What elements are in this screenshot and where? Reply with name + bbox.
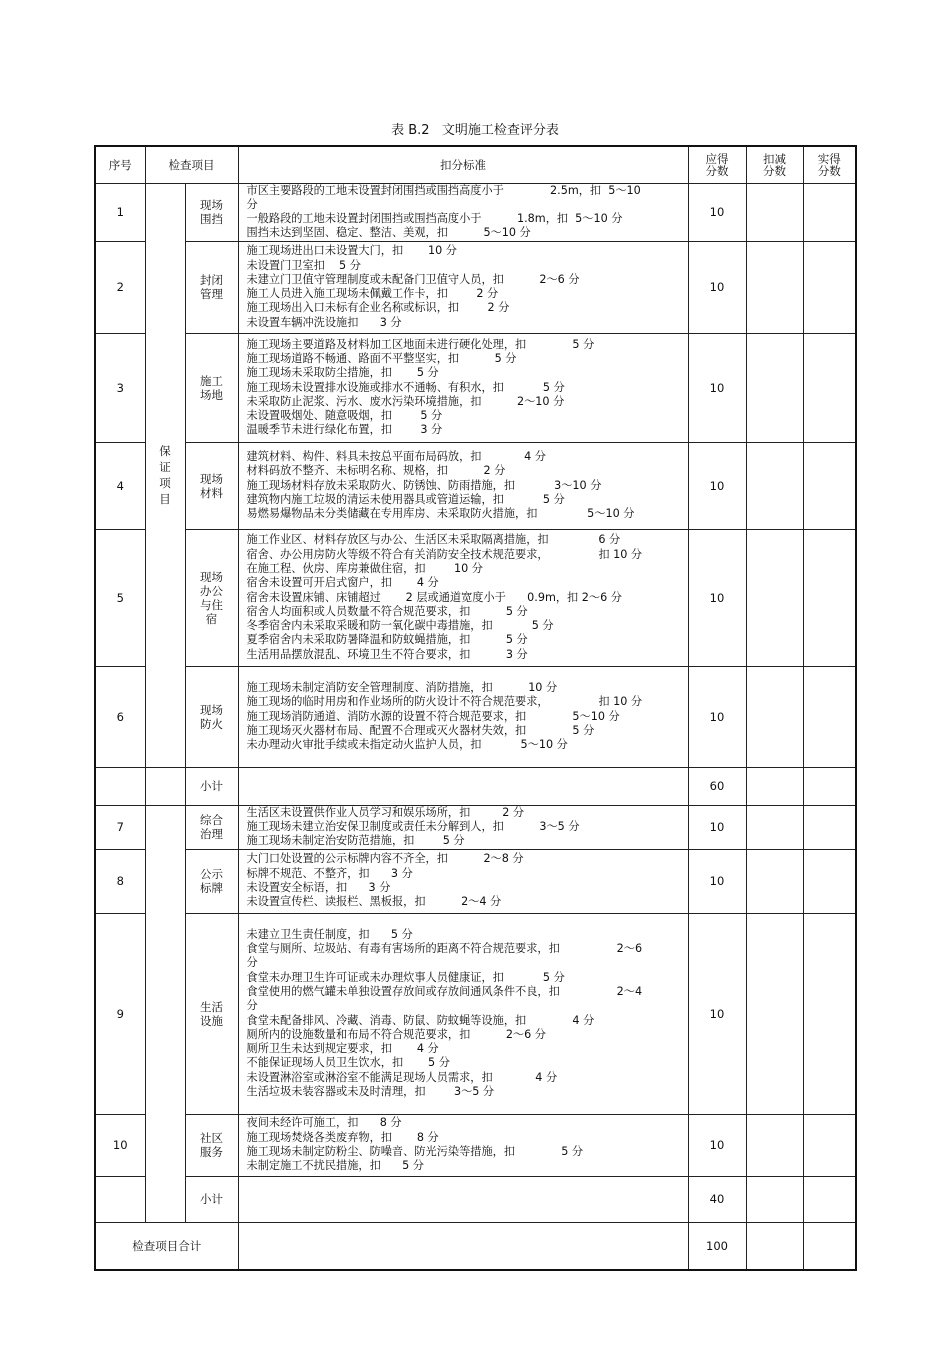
total-label: 检查项目合计 (95, 1222, 238, 1270)
row-deduct-score (746, 805, 803, 849)
criteria-line: 未设置门卫室扣 5 分 (246, 258, 361, 272)
table-row (95, 241, 856, 333)
criteria-line: 施工现场未采取防尘措施，扣 5 分 (246, 366, 439, 380)
row-should-score: 10 (688, 529, 746, 666)
table-row (95, 333, 856, 442)
row-item-line: 与住 (200, 597, 223, 612)
row-item (185, 183, 238, 241)
table-row (95, 442, 856, 529)
subtotal-criteria-cell (238, 767, 688, 805)
subtotal-score: 60 (688, 767, 746, 805)
criteria-line: 未设置淋浴室或淋浴室不能满足现场人员需求，扣 4 分 (246, 1070, 558, 1084)
criteria-line: 宿舍未设置床铺、床铺超过 2 层或通道宽度小于 0.9m，扣 2～6 分 (246, 590, 622, 604)
header-deduct-score: 扣减 分数 (746, 146, 803, 183)
row-item-line: 施工 (200, 373, 223, 388)
row-item (185, 333, 238, 442)
row-should-score: 10 (688, 183, 746, 241)
row-item-line: 现场 (200, 198, 223, 213)
criteria-line: 生活用品摆放混乱、环境卫生不符合要求，扣 3 分 (246, 647, 528, 661)
criteria-line: 大门口处设置的公示标牌内容不齐全，扣 2～8 分 (246, 852, 524, 866)
row-should-score: 10 (688, 805, 746, 849)
row-seq: 9 (95, 913, 145, 1114)
row-item (185, 442, 238, 529)
criteria-line: 围挡未达到坚固、稳定、整洁、美观，扣 5～10 分 (246, 226, 531, 240)
row-seq: 6 (95, 666, 145, 767)
criteria-line: 生活区未设置供作业人员学习和娱乐场所，扣 2 分 (246, 805, 525, 819)
row-item-line: 场地 (200, 387, 223, 402)
row-item (185, 805, 238, 849)
row-deduct-score (746, 1114, 803, 1176)
criteria-line: 不能保证现场人员卫生饮水，扣 5 分 (246, 1056, 450, 1070)
criteria-line: 夜间未经许可施工，扣 8 分 (246, 1116, 402, 1130)
row-actual-score (803, 805, 856, 849)
criteria-line: 在施工程、伙房、库房兼做住宿，扣 10 分 (246, 561, 483, 575)
criteria-line: 未采取防止泥浆、污水、废水污染环境措施，扣 2～10 分 (246, 394, 565, 408)
criteria-line: 未设置吸烟处、随意吸烟，扣 5 分 (246, 409, 443, 423)
row-seq: 4 (95, 442, 145, 529)
guarantee-group-label (145, 183, 185, 767)
row-item-line: 宿 (205, 611, 218, 626)
row-criteria (238, 442, 688, 529)
table-row (95, 666, 856, 767)
criteria-line: 施工人员进入施工现场未佩戴工作卡，扣 2 分 (246, 287, 499, 301)
row-item-line: 生活 (200, 999, 223, 1014)
row-actual-score (803, 183, 856, 241)
group-label-char: 保 (159, 444, 171, 459)
row-deduct-score (746, 183, 803, 241)
criteria-line: 厕所卫生未达到规定要求，扣 4 分 (246, 1042, 439, 1056)
table-row (95, 183, 856, 241)
row-deduct-score (746, 529, 803, 666)
criteria-line: 未设置安全标语，扣 3 分 (246, 881, 391, 895)
subtotal-label: 小计 (185, 767, 238, 805)
row-should-score: 10 (688, 241, 746, 333)
row-seq: 1 (95, 183, 145, 241)
row-item (185, 666, 238, 767)
header-should-score: 应得 分数 (688, 146, 746, 183)
row-item-line: 治理 (200, 827, 223, 842)
total-deduct-cell (746, 1222, 803, 1270)
row-criteria (238, 805, 688, 849)
row-item-line: 设施 (200, 1013, 223, 1028)
row-seq: 7 (95, 805, 145, 849)
row-item (185, 529, 238, 666)
criteria-line: 施工现场的临时用房和作业场所的防火设计不符合规范要求， 扣 10 分 (246, 695, 643, 709)
subtotal-seq-cell (95, 1176, 145, 1222)
total-row (95, 1222, 856, 1270)
table-row (95, 805, 856, 849)
row-item (185, 241, 238, 333)
total-actual-cell (803, 1222, 856, 1270)
row-should-score: 10 (688, 1114, 746, 1176)
row-seq: 10 (95, 1114, 145, 1176)
table-row (95, 913, 856, 1114)
criteria-line: 未建立门卫值守管理制度或未配备门卫值守人员，扣 2～6 分 (246, 272, 580, 286)
criteria-line: 施工现场未设置排水设施或排水不通畅、有积水，扣 5 分 (246, 380, 565, 394)
criteria-line: 夏季宿舍内未采取防暑降温和防蚊蝇措施，扣 5 分 (246, 633, 528, 647)
row-item (185, 1114, 238, 1176)
row-criteria (238, 666, 688, 767)
row-item-line: 防火 (200, 716, 223, 731)
criteria-line: 一般路段的工地未设置封闭围挡或围挡高度小于 1.8m，扣 5～10 分 (246, 212, 623, 226)
criteria-line: 厕所内的设施数量和布局不符合规范要求，扣 2～6 分 (246, 1027, 546, 1041)
group-label-char: 证 (159, 460, 171, 475)
criteria-line: 未建立卫生责任制度，扣 5 分 (246, 927, 413, 941)
row-seq: 8 (95, 849, 145, 913)
subtotal-group-cell (145, 767, 185, 805)
criteria-line: 施工现场消防通道、消防水源的设置不符合规范要求，扣 5～10 分 (246, 709, 620, 723)
criteria-line: 宿舍未设置可开启式窗户，扣 4 分 (246, 576, 439, 590)
group-label-char: 项 (159, 476, 171, 491)
criteria-line: 未设置宣传栏、读报栏、黑板报，扣 2～4 分 (246, 895, 502, 909)
criteria-line: 未制定施工不扰民措施，扣 5 分 (246, 1159, 424, 1173)
criteria-line: 冬季宿舍内未采取采暖和防一氧化碳中毒措施，扣 5 分 (246, 619, 554, 633)
row-deduct-score (746, 241, 803, 333)
subtotal-row (95, 1176, 856, 1222)
row-item-line: 服务 (200, 1145, 223, 1160)
row-actual-score (803, 529, 856, 666)
row-item-line: 围挡 (200, 212, 223, 227)
criteria-line: 施工现场焚烧各类废弃物，扣 8 分 (246, 1130, 439, 1144)
row-actual-score (803, 849, 856, 913)
row-item-line: 管理 (200, 287, 223, 302)
row-item-line: 材料 (200, 485, 223, 500)
criteria-line: 施工现场未制定治安防范措施，扣 5 分 (246, 834, 465, 848)
criteria-line: 宿舍人均面积或人员数量不符合规范要求，扣 5 分 (246, 604, 528, 618)
row-item-line: 现场 (200, 569, 223, 584)
criteria-line: 食堂与厕所、垃圾站、有毒有害场所的距离不符合规范要求，扣 2～6 (246, 942, 643, 956)
criteria-line: 宿舍、办公用房防火等级不符合有关消防安全技术规范要求， 扣 10 分 (246, 547, 643, 561)
subtotal-score: 40 (688, 1176, 746, 1222)
criteria-line: 标牌不规范、不整齐，扣 3 分 (246, 866, 413, 880)
criteria-line: 施工现场道路不畅通、路面不平整坚实，扣 5 分 (246, 351, 517, 365)
subtotal-criteria-cell (238, 1176, 688, 1222)
criteria-line: 未设置车辆冲洗设施扣 3 分 (246, 315, 402, 329)
row-item-line: 办公 (200, 583, 223, 598)
general-group-cell (145, 805, 185, 1222)
row-criteria (238, 241, 688, 333)
row-item-line: 综合 (200, 813, 223, 828)
criteria-line: 生活垃圾未装容器或未及时清理，扣 3～5 分 (246, 1085, 495, 1099)
row-should-score: 10 (688, 442, 746, 529)
row-item-line: 现场 (200, 471, 223, 486)
subtotal-actual-cell (803, 767, 856, 805)
row-item-line: 公示 (200, 867, 223, 882)
subtotal-deduct-cell (746, 767, 803, 805)
criteria-line: 分 (246, 197, 258, 211)
total-criteria (238, 1222, 688, 1270)
header-item: 检查项目 (145, 146, 238, 183)
subtotal-row (95, 767, 856, 805)
criteria-line: 分 (246, 999, 258, 1013)
row-should-score: 10 (688, 913, 746, 1114)
row-seq: 3 (95, 333, 145, 442)
criteria-line: 施工现场未制定消防安全管理制度、消防措施，扣 10 分 (246, 680, 558, 694)
row-actual-score (803, 442, 856, 529)
total-score: 100 (688, 1222, 746, 1270)
criteria-line: 建筑材料、构件、料具未按总平面布局码放，扣 4 分 (246, 449, 546, 463)
criteria-line: 施工现场灭火器材布局、配置不合理或灭火器材失效，扣 5 分 (246, 723, 595, 737)
header-seq: 序号 (95, 146, 145, 183)
row-item (185, 849, 238, 913)
group-label-char: 目 (159, 492, 171, 507)
table-title: 表 B.2 文明施工检查评分表 (391, 123, 559, 138)
criteria-line: 施工现场未建立治安保卫制度或责任未分解到人，扣 3～5 分 (246, 819, 580, 833)
row-deduct-score (746, 666, 803, 767)
row-item-line: 现场 (200, 702, 223, 717)
table-row (95, 1114, 856, 1176)
criteria-line: 食堂未配备排风、冷藏、消毒、防鼠、防蚊蝇等设施，扣 4 分 (246, 1013, 595, 1027)
criteria-line: 市区主要路段的工地未设置封闭围挡或围挡高度小于 2.5m，扣 5～10 (246, 183, 641, 197)
subtotal-seq-cell (95, 767, 145, 805)
table-row (95, 849, 856, 913)
criteria-line: 未办理动火审批手续或未指定动火监护人员，扣 5～10 分 (246, 738, 568, 752)
criteria-line: 分 (246, 956, 258, 970)
row-actual-score (803, 241, 856, 333)
row-should-score: 10 (688, 666, 746, 767)
subtotal-actual-cell (803, 1176, 856, 1222)
scoring-table (94, 145, 857, 1271)
row-actual-score (803, 1114, 856, 1176)
criteria-line: 施工现场材料存放未采取防火、防锈蚀、防雨措施，扣 3～10 分 (246, 478, 602, 492)
row-should-score: 10 (688, 333, 746, 442)
row-item (185, 913, 238, 1114)
criteria-line: 易燃易爆物品未分类储藏在专用库房、未采取防火措施，扣 5～10 分 (246, 507, 635, 521)
row-actual-score (803, 666, 856, 767)
row-item-line: 社区 (200, 1131, 223, 1146)
row-seq: 5 (95, 529, 145, 666)
row-item-line: 封闭 (200, 273, 223, 288)
criteria-line: 施工作业区、材料存放区与办公、生活区未采取隔离措施，扣 6 分 (246, 533, 621, 547)
criteria-line: 食堂未办理卫生许可证或未办理炊事人员健康证，扣 5 分 (246, 970, 565, 984)
criteria-line: 施工现场主要道路及材料加工区地面未进行硬化处理，扣 5 分 (246, 337, 595, 351)
header-row (95, 146, 856, 183)
criteria-line: 食堂使用的燃气罐未单独设置存放间或存放间通风条件不良，扣 2～4 (246, 984, 643, 998)
subtotal-label: 小计 (185, 1176, 238, 1222)
row-actual-score (803, 913, 856, 1114)
criteria-line: 施工现场出入口未标有企业名称或标识，扣 2 分 (246, 301, 510, 315)
subtotal-deduct-cell (746, 1176, 803, 1222)
row-deduct-score (746, 333, 803, 442)
table-row (95, 529, 856, 666)
row-should-score: 10 (688, 849, 746, 913)
header-actual-score: 实得 分数 (803, 146, 856, 183)
row-deduct-score (746, 849, 803, 913)
criteria-line: 建筑物内施工垃圾的清运未使用器具或管道运输，扣 5 分 (246, 492, 565, 506)
criteria-line: 温暖季节未进行绿化布置，扣 3 分 (246, 423, 443, 437)
criteria-line: 施工现场进出口未设置大门，扣 10 分 (246, 244, 457, 258)
criteria-line: 施工现场未制定防粉尘、防噪音、防光污染等措施，扣 5 分 (246, 1145, 584, 1159)
row-deduct-score (746, 913, 803, 1114)
row-item-line: 标牌 (200, 881, 223, 896)
header-criteria: 扣分标准 (238, 146, 688, 183)
row-criteria (238, 913, 688, 1114)
row-criteria (238, 529, 688, 666)
row-criteria (238, 333, 688, 442)
row-deduct-score (746, 442, 803, 529)
row-actual-score (803, 333, 856, 442)
row-criteria (238, 183, 688, 241)
row-criteria (238, 849, 688, 913)
criteria-line: 材料码放不整齐、未标明名称、规格，扣 2 分 (246, 464, 506, 478)
row-seq: 2 (95, 241, 145, 333)
row-criteria (238, 1114, 688, 1176)
